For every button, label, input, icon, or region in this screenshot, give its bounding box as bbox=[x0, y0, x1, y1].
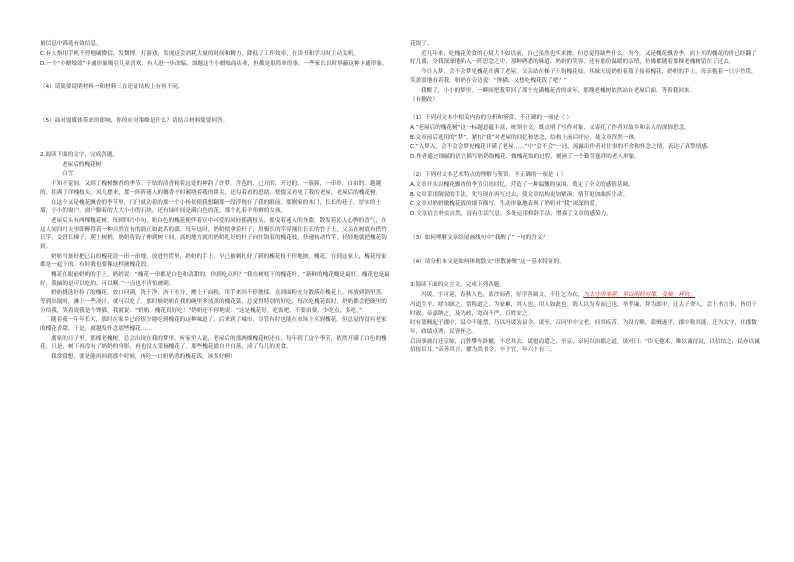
question-3: （3）如何理解文章结尾画线句中“我醒了”一句的含义？ bbox=[410, 234, 549, 241]
paragraph: 老屋后头有两棵槐花树，每到四月中旬，奶白色的槐花便伴着宣中可爱的风轻摇满枝头，摇曳着迷人的身姿，散发着沁人心脾的香气，在这人间四月天里即醉得着一种自然宜有的韵正如此若的我，每年这时，奶奶便拿着杆子，用极长的竿穿捅住长长的竹子上，父亲在树底有搭竹长竿，交替长梯子，爬上树梢，奶奶将钩子伸到树干间，高的地方就用奶奶扎好的杆子向往钩着的槐花枝，快速转动竹竿，轻轻地就把槐花钩到。 bbox=[40, 218, 387, 250]
paragraph: 槐花在眼前奶奶的手上，奶奶说：“槐花一串都是白色和清甜的，你到吃点吗？”我在树枝下的槐花叶，“新鲜的槐花瓣是最好，槐花也是最好，我摘的是可以吃的，可以啊。”一点也不害怕被刺。 bbox=[40, 271, 390, 287]
q1-option-d: D.作者通过细腻的语言描写奶奶钩槐花、做槐花饭的过程，刻画了一个勤劳慈祥的老人形象。 bbox=[410, 154, 640, 161]
question-4: （4）请分析本文是如何体现散文“形散神聚”这一基本特征的。 bbox=[410, 258, 565, 265]
paragraph: 奶奶当备好把已白的槐花清一串一串地，放进竹筐里，奶奶的手上，早已被刺扎好了刺的槐花枝不停地掳，槐花，在到这家上，槐花每家都是一起下的。有时我也要像这样掳槐花的。 bbox=[40, 253, 387, 269]
intro-tail: 量信息中筛选有效信息。 bbox=[40, 41, 102, 47]
paragraph: 奶奶挑选好捡了的槐花，放口问满，洗干净，沥干水分，掺上干面粉，用手来回不停地揉，直到面粉充分散落在槐花上。再放到锅里蒸，等到出锅时，淋上一些浇汁，就可以吃了。那时候奶奶在我的碗里多放蒸的槐花菜，总觉得特别的好吃，每次吃槐花饭时，奶奶都会把碗里的分给我，笑着说我是个馋猫，我就说：“奶奶，槐花真好吃！”奶奶还不停地说：“这是槐花好，吃饭吧，不要浪费，少吃点，多吃。” bbox=[40, 290, 387, 314]
option-d: D.一个“小蜡烛效”卡通形象吸引儿童喜欢，有人进一步改编，加题这个小蜡烛商店业，但都是很简单的事，一些家长以时屏蔽这种卡通形象。 bbox=[40, 60, 388, 67]
edit-note: （有删改） bbox=[410, 97, 438, 104]
classical-text: 冯道生平，嗟尔顾之，常称道之，为家累，其人也，用人如此也。谓人以为寿而已也，举孝廉，拜为郎中，迁太子舍人，尝上书言事，皆切于时政，帝嘉纳之，及为政，宽而不严，百姓安之。 bbox=[410, 302, 757, 317]
option-c: C.有人指用手机不停地刷微信、发微博，打游戏，发现这会消耗大量的时间和精力，降低了工作效率，在读书和学习时主动关机。 bbox=[40, 50, 359, 57]
paragraph: 不知不觉间，又到了槐树飘香的季节。于钻的清香和着远处的神韵了许梦，含苞的，已开的，开过的，一簇簇，一串串，自由的，越越的，挂满了洋槐枝头，风儿摆来，那一阵阵迷人的馨香不时萦绕着我的鼻尖，还勾着看的思绪，恍惚又看见了我的老屋，老屋后的槐花树。 bbox=[40, 181, 382, 196]
section-heading: 3.阅读下面的文言文，完成下列各题。 bbox=[410, 282, 505, 289]
question-4: （4）请简要说明材料一和材料三在论证结构上有何不同。 bbox=[40, 84, 184, 91]
paragraph: 近几年来，吃槐花美食的心境大不如以前，自己虽然也买来掺，但总觉得缺些什么。为今，又是槐花飘香季，而上买的槐花的价已经翻了好几番，令我深深地陷入一阵思念之中。那种熟悉的味道、奶奶的笑容、还有那份温暖的亲情，仿佛都随着那棵老槐树留在了过去。 bbox=[410, 50, 757, 66]
story-title: 老屋后的槐花树 bbox=[62, 161, 102, 168]
classical-text: 后因事被召还京师，百姓攀车卧辙，不忍其去，谖慰而遣之，至京，帝问以治郡之道，谖对曰：“臣无他术，唯以诚待民，以信结之，民亦以诚信报臣耳。”帝善其言，擢为尚书令，卒于官，年六十有三。 bbox=[410, 338, 760, 354]
classical-text bbox=[410, 291, 760, 300]
question-1: （1）下列对文本中相关内容的分析和鉴赏，不正确的一项是（ ） bbox=[410, 115, 572, 122]
question-2: （2）下列对文本艺术特点的理解与鉴赏，不正确的一项是（ ） bbox=[410, 172, 567, 178]
paragraph: 今日入梦，会不会梦见槐花开满了老屋，父亲站在梯子上钩槐花枝，其妹天说奶奶着篮子接着槐花，奶奶的手上，母亲抱着一只小竹筐，笑盈盈地看着我，奶奶在旁边说：“馋猫，又想吃槐花饭了吧？” bbox=[410, 69, 757, 84]
paragraph: 离家的日子里，那棵老槐树，总会出现在我的梦里，听家里人说，老屋后的那两棵槐花树还在，每年到了这个季节，依然开满了白色的槐花，只是，树下再没有了奶奶的身影，再也没人采摘槐花了。那些槐花就自开自落，成了鸟儿的美食。 bbox=[40, 335, 387, 351]
q1-option-b: B.文章前后选用的“梦”，紧扣“我”对老屋的回忆和思念，结构上前后呼应，使文章浑然一体。 bbox=[410, 134, 640, 141]
paragraph: 在这个又是槐花飘香的季节里，门闩就动着的那一个小扬景使我想翻那一段浮现在了我的眼前。那刚家的木门，长长的巷子，厚实的土墙，小小的窗户，窗户脚着的大大小小的石块，还有绿叶间是满白色的花，那个扎着羊角辫的女孩， bbox=[40, 199, 382, 215]
right-column bbox=[410, 40, 760, 356]
paragraph: 我醒了，小小的梦里，一瞬间把我带回了那个充满槐花香的童年，那棵老槐树依然站在老屋后面，等着我回来。 bbox=[421, 87, 696, 94]
question-5: （5）面对弱媒体带来的影响，你的应对策略是什么？请结合材料简要回答。 bbox=[40, 118, 229, 125]
q1-option-c: C.“入梦入。会不会会梦见槐花开满了老屋……”中“会不会”一词，流露出作者对往事的不舍和怀念之情，表达了真挚情感。 bbox=[410, 144, 713, 151]
classical-text-plain: 冯谖，字可迎，春秋人也，蓝沙间者，好学善属文，不仕乞为衣， bbox=[421, 292, 584, 299]
story-author: 白雪 bbox=[62, 171, 74, 178]
q1-option-a: A.“老屋后的槐花树”这一标题意蕴丰富，统领全文，既点明了写作对象，又寄托了作者对故乡和亲人的深情思念。 bbox=[410, 124, 690, 131]
continued-line: 花饭了。 bbox=[410, 41, 433, 47]
underlined-sentence: 为太守所举荐，举以明经对策，及第，拜官。 bbox=[583, 292, 696, 299]
q2-option-c: C.文章对奶奶做槐花饭的细节描写，生动形象地表现了奶奶对“我”深深的爱。 bbox=[410, 201, 601, 208]
left-column bbox=[40, 40, 390, 363]
q2-option-a: A.文章开头以槐花飘香的季节引出回忆，营造了一种温馨的氛围，奠定了全文的感情基调。 bbox=[410, 181, 634, 188]
paragraph: 随着我一年年长大，那时在家乡已经很少能吃到槐花的这种味道了。后来到了城市，尽管有时也能在市场上买到槐花，但总觉得没有老家的槐花香甜，于是，就越发怀念那些槐花…… bbox=[40, 317, 387, 332]
q2-option-d: D.文章语言朴实自然，富有生活气息，多处运用修辞手法，增强了文章的感染力。 bbox=[410, 211, 612, 218]
section-heading: 2.阅读下面的文字，完成各题。 bbox=[40, 151, 119, 158]
paragraph: 我常常想，要是能再回到那个时候，再吃一口奶奶蒸的槐花饭，该多好啊！ bbox=[51, 354, 236, 361]
q2-option-b: B.文章采用倒叙的手法，先写现在再写过去，使文章结构更加紧凑，情节更加曲折生动。 bbox=[410, 191, 629, 198]
classical-text: 时有盗贼起于郡中，县令不能禁，乃以冯谖为县令，谖至，召问里中父老，问其疾苦，为设方略，盗贼遂平，郡中称其能，迁为太守，在郡数年，政绩卓著，民皆怀之。 bbox=[410, 320, 757, 335]
